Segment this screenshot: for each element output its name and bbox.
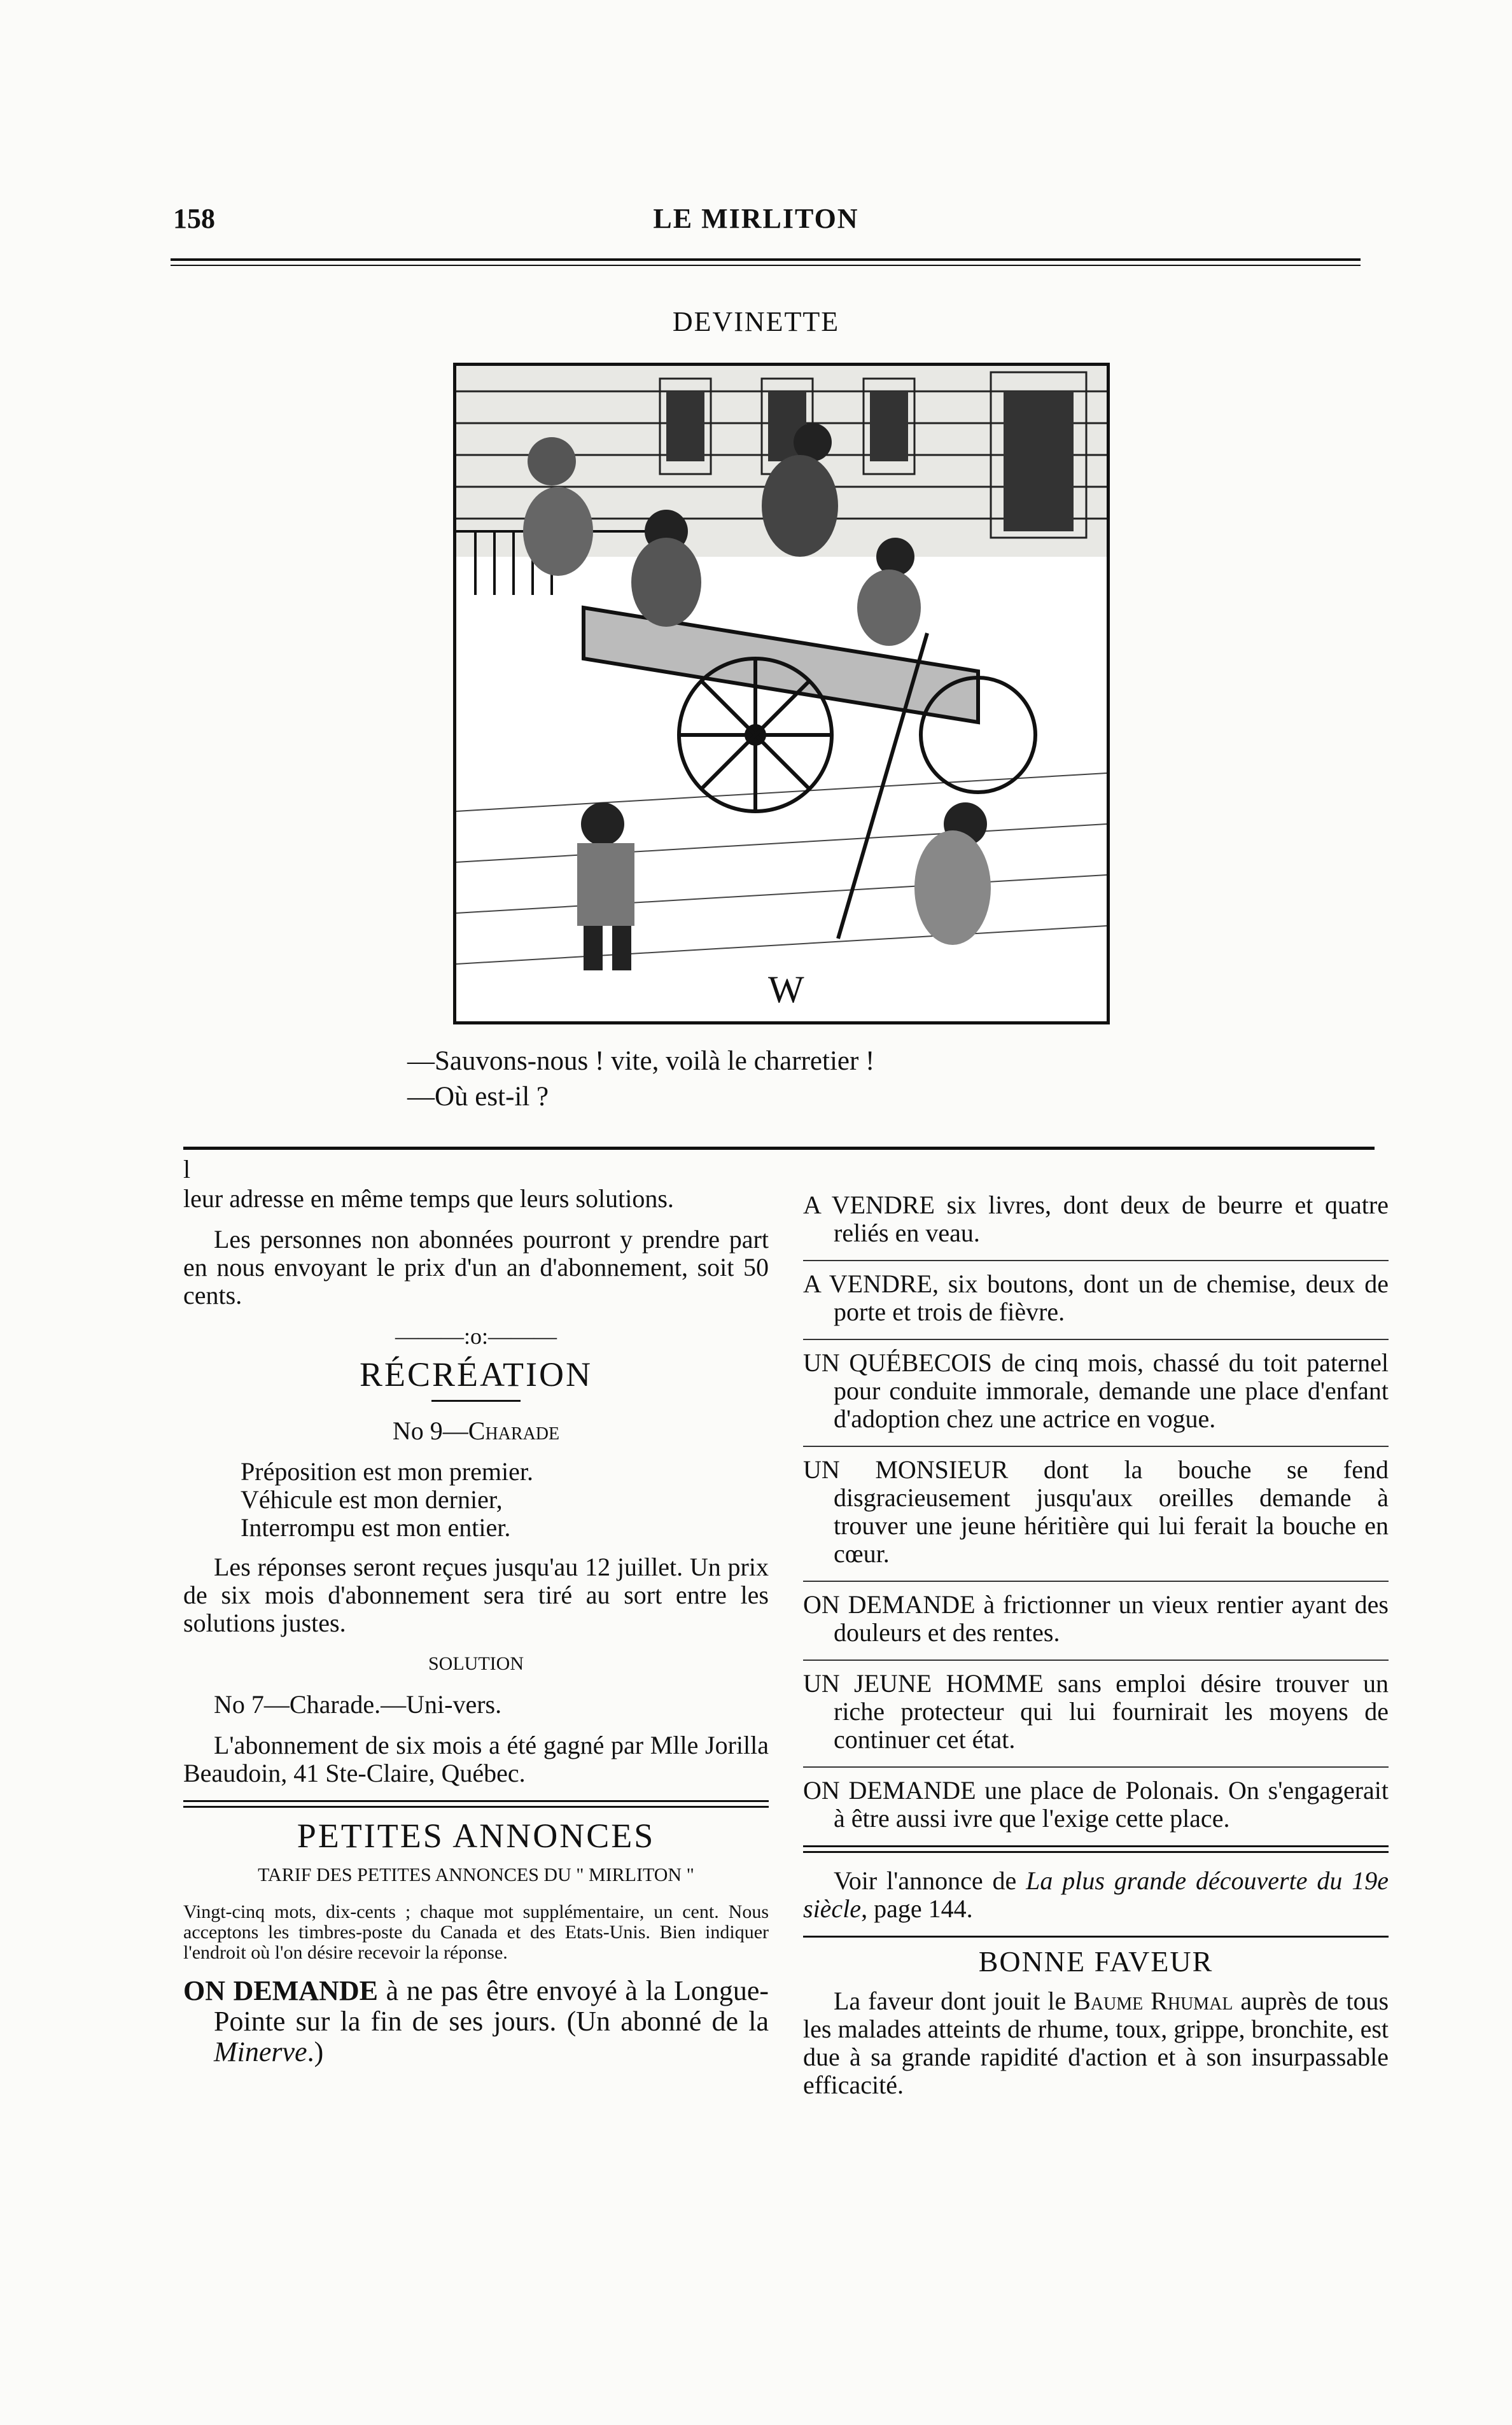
caption-line-2: —Où est-il ? [407, 1082, 549, 1112]
voir-italic: La plus grande découverte du 19e siècle [803, 1866, 1389, 1923]
charade-poem [183, 1458, 769, 1542]
winner-paragraph: L'abonnement de six mois a été gagné par Mlle Jorilla Beaudoin, 41 Ste-Claire, Québec. [183, 1731, 769, 1787]
ad-separator [803, 1260, 1389, 1261]
illustration-signature: W [768, 968, 804, 1010]
cartoon-caption [407, 1044, 874, 1115]
solution-text: No 7—Charade.—Uni-vers. [214, 1690, 502, 1719]
charade-number: No 9— [392, 1416, 468, 1445]
voir-text: Voir l'annonce de [834, 1866, 1026, 1895]
bonne-faveur-heading: BONNE FAVEUR [978, 1945, 1214, 1978]
poem-line-3: Interrompu est mon entier. [241, 1513, 511, 1542]
caption-line-1: —Sauvons-nous ! vite, voilà le charretier ! [407, 1046, 875, 1076]
tarif-text: Vingt-cinq mots, dix-cents ; chaque mot supplémentaire, un cent. Nous acceptons les timbres-poste du Canada et des Etats-Unis. Bien indiquer l'endroit où l'on désire recevoir la réponse. [183, 1901, 769, 1963]
voir-annonce [803, 1867, 1389, 1923]
ornament-divider: ———:o:——— [395, 1324, 557, 1349]
intro-paragraph-1: leur adresse en même temps que leurs solutions. [183, 1184, 674, 1213]
ad-item-6: UN JEUNE HOMME sans emploi désire trouver un riche protecteur qui lui fournirait les moyens de continuer cet état. [803, 1669, 1389, 1754]
section-separator [803, 1936, 1389, 1938]
section-rule [183, 1147, 1375, 1150]
tarif-heading: TARIF DES PETITES ANNONCES DU " MIRLITON " [258, 1864, 694, 1885]
running-title: LE MIRLITON [653, 203, 859, 234]
voir-end: , page 144. [861, 1894, 973, 1923]
short-rule [431, 1400, 521, 1402]
ad-separator [803, 1339, 1389, 1340]
header-rule-thin [171, 265, 1361, 266]
page-number: 158 [173, 203, 215, 234]
ad-item-3: UN QUÉBECOIS de cinq mois, chassé du toit paternel pour conduite immorale, demande une place d'enfant d'adoption chez une actrice en vogue. [803, 1348, 1389, 1433]
ad-separator [803, 1766, 1389, 1768]
solution-label: SOLUTION [428, 1653, 524, 1674]
cartoon-boys-cart-illustration [453, 363, 1110, 1024]
poem-line-1: Préposition est mon premier. [241, 1457, 533, 1486]
charade-label: Charade [468, 1416, 560, 1445]
intro-paragraph-2: Les personnes non abonnées pourront y prendre part en nous envoyant le prix d'un an d'abonnement, soit 50 cents. [183, 1225, 769, 1310]
ad-italic: Minerve [214, 2036, 307, 2067]
charade-title [183, 1417, 769, 1445]
ad-separator [803, 1660, 1389, 1661]
poem-line-2: Véhicule est mon dernier, [241, 1485, 503, 1514]
bonne-start: La faveur dont jouit le [834, 1987, 1074, 2015]
double-rule [803, 1845, 1389, 1853]
ad-separator [803, 1581, 1389, 1582]
fragment-letter: l [183, 1155, 191, 1184]
ad-item-4: UN MONSIEUR dont la bouche se fend disgracieusement jusqu'aux oreilles demande à trouver une jeune héritière qui lui ferait la bouche en cœur. [803, 1455, 1389, 1568]
header-rule [171, 258, 1361, 261]
ad-longue-pointe [183, 1976, 769, 2067]
right-column [803, 1191, 1389, 2112]
ad-text: à ne pas être envoyé à la Longue-Pointe sur la fin de ses jours. (Un abonné de la [214, 1975, 769, 2037]
ad-item-7: ON DEMANDE une place de Polonais. On s'engagerait à être aussi ivre que l'exige cette place. [803, 1776, 1389, 1833]
bonne-brand: Baume Rhumal [1074, 1987, 1233, 2015]
annonces-heading: PETITES ANNONCES [297, 1817, 655, 1855]
recreation-heading: RÉCRÉATION [360, 1355, 592, 1394]
ad-item-1: A VENDRE six livres, dont deux de beurre et quatre reliés en veau. [803, 1191, 1389, 1247]
ad-end: .) [307, 2036, 324, 2067]
bonne-faveur-paragraph [803, 1987, 1389, 2099]
ad-separator [803, 1446, 1389, 1447]
bonne-text: auprès de tous les malades atteints de rhume, toux, grippe, bronchite, est due à sa grande rapidité d'action et à son insurpassable efficacité. [803, 1987, 1389, 2099]
rules-paragraph: Les réponses seront reçues jusqu'au 12 juillet. Un prix de six mois d'abonnement sera tiré au sort entre les solutions justes. [183, 1553, 769, 1637]
devinette-title: DEVINETTE [672, 306, 840, 337]
left-column [183, 1157, 769, 2080]
ad-item-2: A VENDRE, six boutons, dont un de chemise, deux de porte et trois de fièvre. [803, 1269, 1389, 1326]
double-rule [183, 1800, 769, 1808]
ad-lead: ON DEMANDE [183, 1975, 378, 2006]
ad-item-5: ON DEMANDE à frictionner un vieux rentier ayant des douleurs et des rentes. [803, 1590, 1389, 1647]
